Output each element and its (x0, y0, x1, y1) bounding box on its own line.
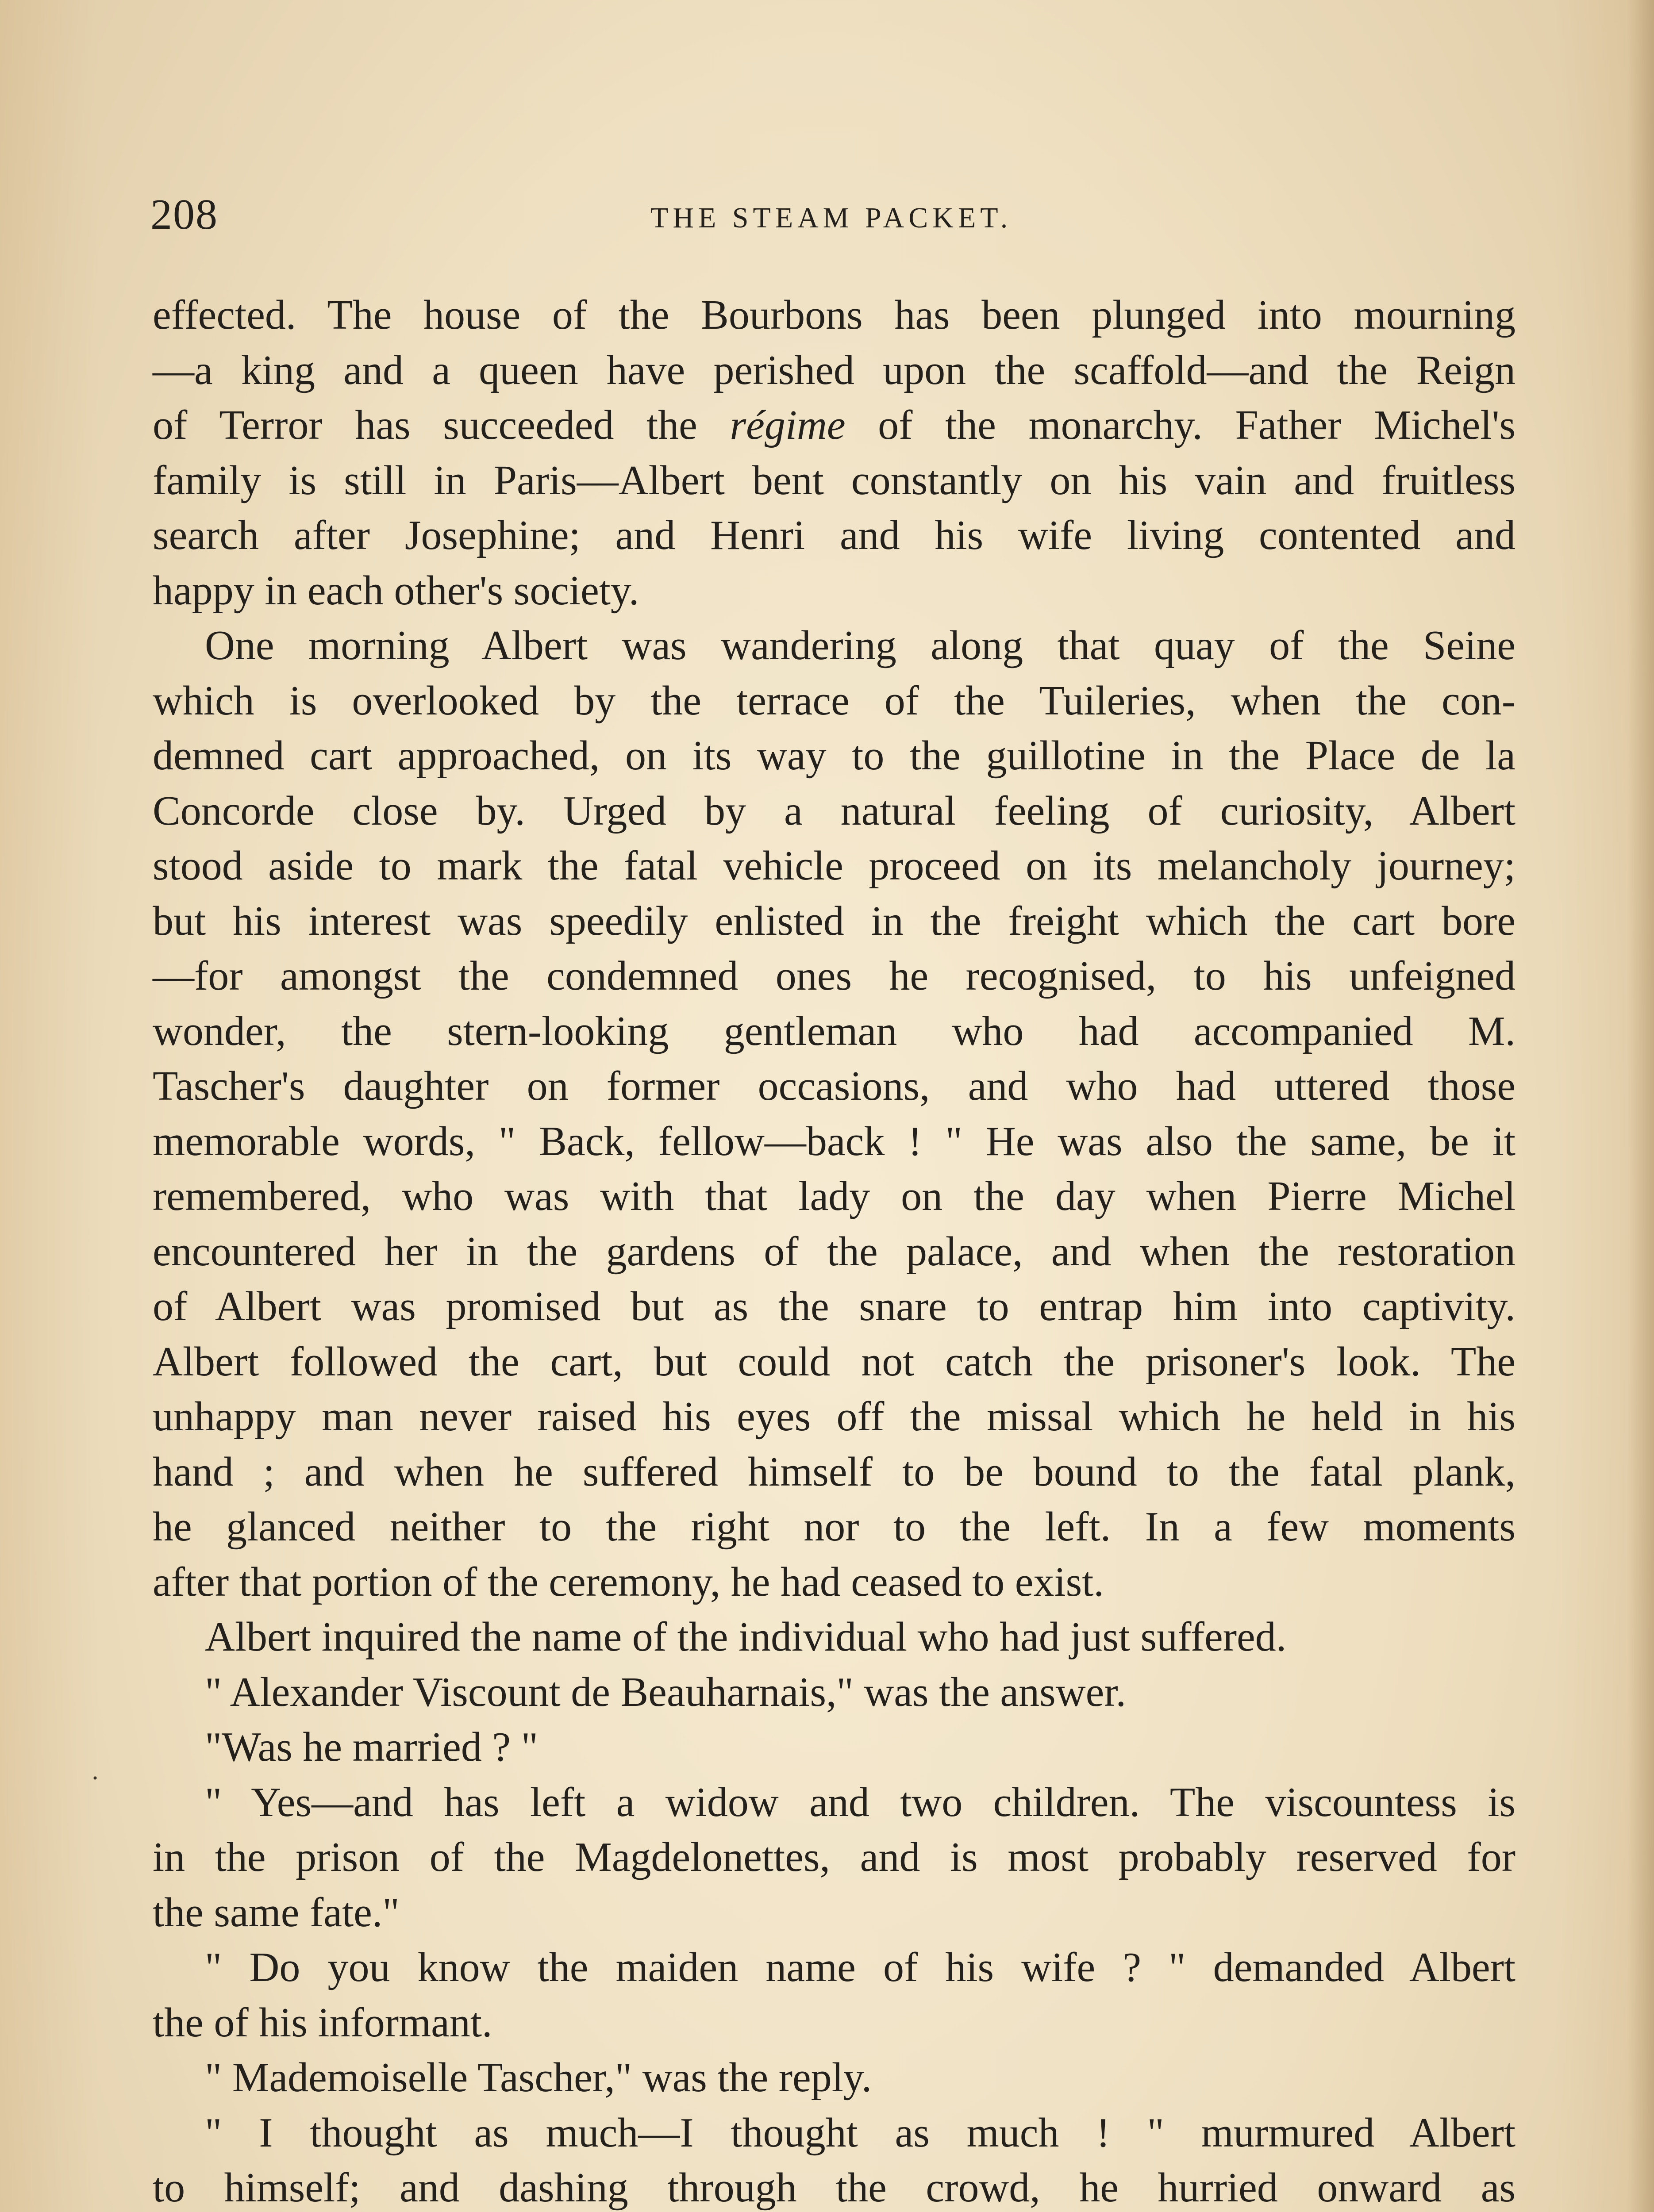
text-segment: of Terror has succeeded the (153, 402, 730, 448)
text-line: —for amongst the condemned ones he recognised, to his unfeigned (153, 953, 1516, 999)
text-line: unhappy man never raised his eyes off the missal which he held in his (153, 1394, 1516, 1440)
text-line: happy in each other's society. (153, 567, 639, 614)
page-header (150, 186, 1513, 248)
text-line: " Do you know the maiden name of his wife ? " demanded Albert (205, 1944, 1516, 1990)
text-line: stood aside to mark the fatal vehicle proceed on its melancholy journey; (153, 843, 1516, 889)
text-line: " Mademoiselle Tascher," was the reply. (205, 2055, 872, 2101)
text-line: " I thought as much—I thought as much ! " murmured Albert (205, 2109, 1516, 2156)
text-line: in the prison of the Magdelonettes, and is most probably reserved for (153, 1834, 1516, 1880)
text-line: " Alexander Viscount de Beauharnais," was the answer. (205, 1669, 1126, 1715)
text-line: —a king and a queen have perished upon the scaffold—and the Reign (153, 347, 1516, 393)
running-head: THE STEAM PACKET. (650, 202, 1012, 234)
text-segment: of the monarchy. Father Michel's (845, 402, 1516, 448)
stray-ink-mark: · (91, 1763, 100, 1793)
italic-word: régime (730, 402, 846, 448)
text-line: but his interest was speedily enlisted in the freight which the cart bore (153, 898, 1516, 944)
text-line: family is still in Paris—Albert bent constantly on his vain and fruitless (153, 457, 1516, 503)
page-number: 208 (150, 191, 218, 238)
text-line: "Was he married ? " (205, 1724, 538, 1770)
text-line: encountered her in the gardens of the palace, and when the restoration (153, 1228, 1516, 1275)
text-line: One morning Albert was wandering along that quay of the Seine (205, 622, 1516, 668)
text-line: the same fate." (153, 1889, 400, 1936)
text-line: Concorde close by. Urged by a natural feeling of curiosity, Albert (153, 787, 1516, 834)
page-edge-shadow (1627, 0, 1654, 2212)
text-line: wonder, the stern-looking gentleman who had accompanied M. (153, 1008, 1516, 1054)
text-line: hand ; and when he suffered himself to be bound to the fatal plank, (153, 1448, 1516, 1495)
text-line: to himself; and dashing through the crowd, he hurried onward as (153, 2165, 1516, 2211)
text-line: after that portion of the ceremony, he had ceased to exist. (153, 1559, 1104, 1605)
text-line: demned cart approached, on its way to the guillotine in the Place de la (153, 733, 1516, 779)
text-line: remembered, who was with that lady on the day when Pierre Michel (153, 1173, 1516, 1219)
text-line: " Yes—and has left a widow and two children. The viscountess is (205, 1779, 1516, 1825)
text-line: memorable words, " Back, fellow—back ! " He was also the same, be it (153, 1118, 1516, 1164)
body-text (153, 288, 1516, 2212)
text-line: the of his informant. (153, 1999, 492, 2046)
text-line: which is overlooked by the terrace of the Tuileries, when the con- (153, 677, 1516, 724)
text-line: search after Josephine; and Henri and his wife living contented and (153, 512, 1516, 558)
text-line: Albert inquired the name of the individual who had just suffered. (205, 1614, 1287, 1660)
text-line: of Albert was promised but as the snare to entrap him into captivity. (153, 1283, 1516, 1329)
text-line: Albert followed the cart, but could not catch the prisoner's look. The (153, 1338, 1516, 1385)
text-line: he glanced neither to the right nor to the left. In a few moments (153, 1504, 1516, 1550)
text-line (153, 398, 1516, 453)
text-line: Tascher's daughter on former occasions, and who had uttered those (153, 1063, 1516, 1109)
text-line: effected. The house of the Bourbons has been plunged into mourning (153, 292, 1516, 338)
